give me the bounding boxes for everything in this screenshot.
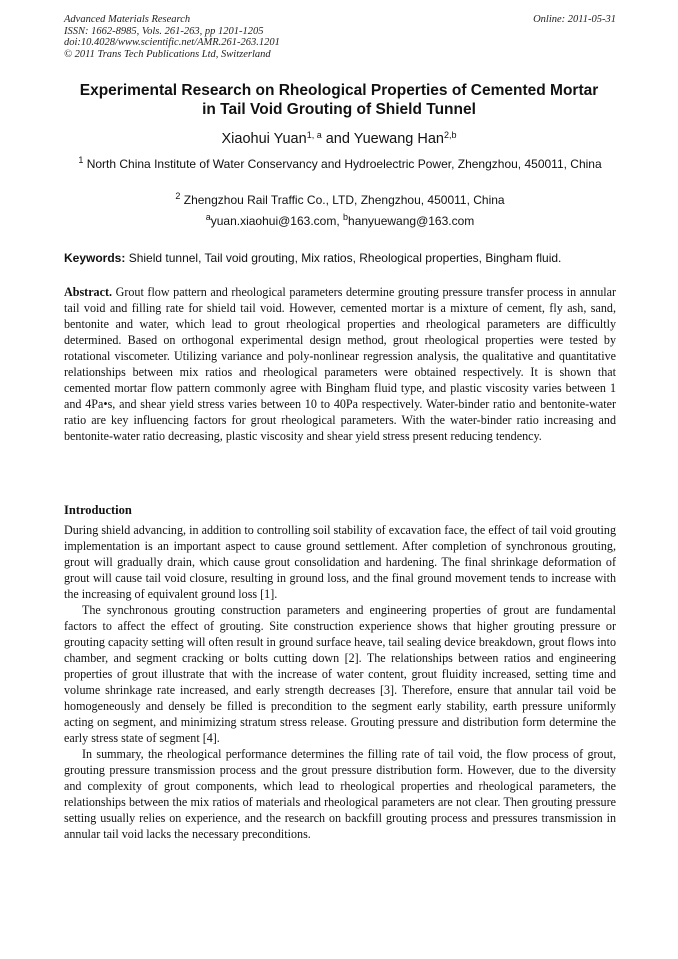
introduction-paragraph-1: During shield advancing, in addition to controlling soil stability of excavation face, the effect of tail void grouting implementation is an important aspect to cause ground settlement. After completion of synchronous grouting, grout will gradually drain, which cause grout consolidation and hardening. The final shrinkage deformation of grout will cause tail void closure, resulting in ground loss, and the final ground movement tends to increase with the increasing of equivalent ground loss [1]. [64,523,616,601]
issn-line: ISSN: 1662-8985, Vols. 261-263, pp 1201-1205 [64,25,264,37]
affiliation-1 [64,156,616,172]
affiliation-1-text: North China Institute of Water Conservancy and Hydroelectric Power, Zhengzhou, 450011, China [86,157,602,171]
email-1-superscript: a [205,212,211,222]
online-date: Online: 2011-05-31 [533,14,616,25]
keywords-label: Keywords: [64,251,126,265]
introduction-paragraph-3: In summary, the rheological performance determines the filling rate of tail void, the flow process of grout, grouting pressure transmission process and the grout pressure distribution form. However, due to the diversity and complexity of grout components, which lead to rheological properties and rheological parameters, the relationships between the mix ratios of materials and rheological parameters are not clear. Then grouting pressure setting usually relies on experience, and the research on backfill grouting process and pressures transmission in annular tail void lacks the necessary preconditions. [64,747,616,841]
introduction-heading: Introduction [64,503,132,517]
author-1-superscript: 1, a [306,130,322,140]
affiliation-2-superscript: 2 [175,191,181,201]
author-list [48,130,630,148]
email-2: hanyuewang@163.com [348,214,475,228]
affiliation-1-superscript: 1 [78,155,84,165]
paper-title [48,81,630,119]
keywords-text: Shield tunnel, Tail void grouting, Mix ratios, Rheological properties, Bingham fluid. [125,251,562,265]
affiliation-2 [64,192,616,208]
email-2-superscript: b [343,212,349,222]
author-1: Xiaohui Yuan [221,131,307,147]
author-emails [64,213,616,229]
abstract [64,284,616,444]
author-connector: and [321,131,354,147]
affiliation-2-text: Zhengzhou Rail Traffic Co., LTD, Zhengzhou, 450011, China [183,193,505,207]
keywords [64,250,624,266]
journal-name: Advanced Materials Research [64,14,191,25]
title-line-1: Experimental Research on Rheological Properties of Cemented Mortar [79,82,599,99]
abstract-text: Grout flow pattern and rheological parameters determine grouting pressure transfer process in annular tail void and filling rate for shield tail void. However, cemented mortar is a mixture of cement, fly ash, sand, bentonite and water, which lead to grout rheological properties and rheological parameters are difficultly determined. Based on orthogonal experimental design method, grout rheological properties were tested by rotational viscometer. Utilizing variance and poly-nonlinear regression analysis, the qualitative and quantitative relationships between mix ratios and rheological parameters were obtained respectively. It is shown that cemented mortar flow pattern commonly agree with Bingham fluid type, and plastic viscosity varies between 1 and 4Pa•s, and shear yield stress varies between 10 to 40Pa respectively. Water-binder ratio and bentonite-water ratio are key influencing factors for grout rheological parameters. With the water-binder ratio increasing and bentonite-water ratio decreasing, plastic viscosity and shear yield stress present reducing tendency. [64,285,616,443]
email-1: yuan.xiaohui@163.com, [210,214,343,228]
abstract-label: Abstract. [64,285,113,299]
copyright-line: © 2011 Trans Tech Publications Ltd, Switzerland [64,48,271,60]
journal-header [64,14,616,60]
introduction-body [64,522,616,842]
introduction-paragraph-2: The synchronous grouting construction parameters and engineering properties of grout are fundamental factors to affect the effect of grouting. Site construction experience shows that higher grouting pressure or grouting capacity setting will often result in ground surface heave, tail sealing device breakdown, grout flows into chamber, and segment cracking or bolts cutting down [2]. The relationships between ratios and engineering properties of grout illustrate that with the increase of water content, grout fluidity increased, setting time and volume shrinkage rate increased, and early strength decreases [3]. Therefore, ensure that annular tail void be homogeneously and densely be filled is precondition to the segment early stability, earth pressure uniformly acting on segment, and minimizing stratum stress release. Grouting pressure and distribution form determine the early stress state of segment [4]. [64,603,616,745]
author-2-superscript: 2,b [444,130,457,140]
title-line-2: in Tail Void Grouting of Shield Tunnel [202,101,476,118]
author-2: Yuewang Han [353,131,444,147]
doi-line: doi:10.4028/www.scientific.net/AMR.261-263.1201 [64,37,280,49]
